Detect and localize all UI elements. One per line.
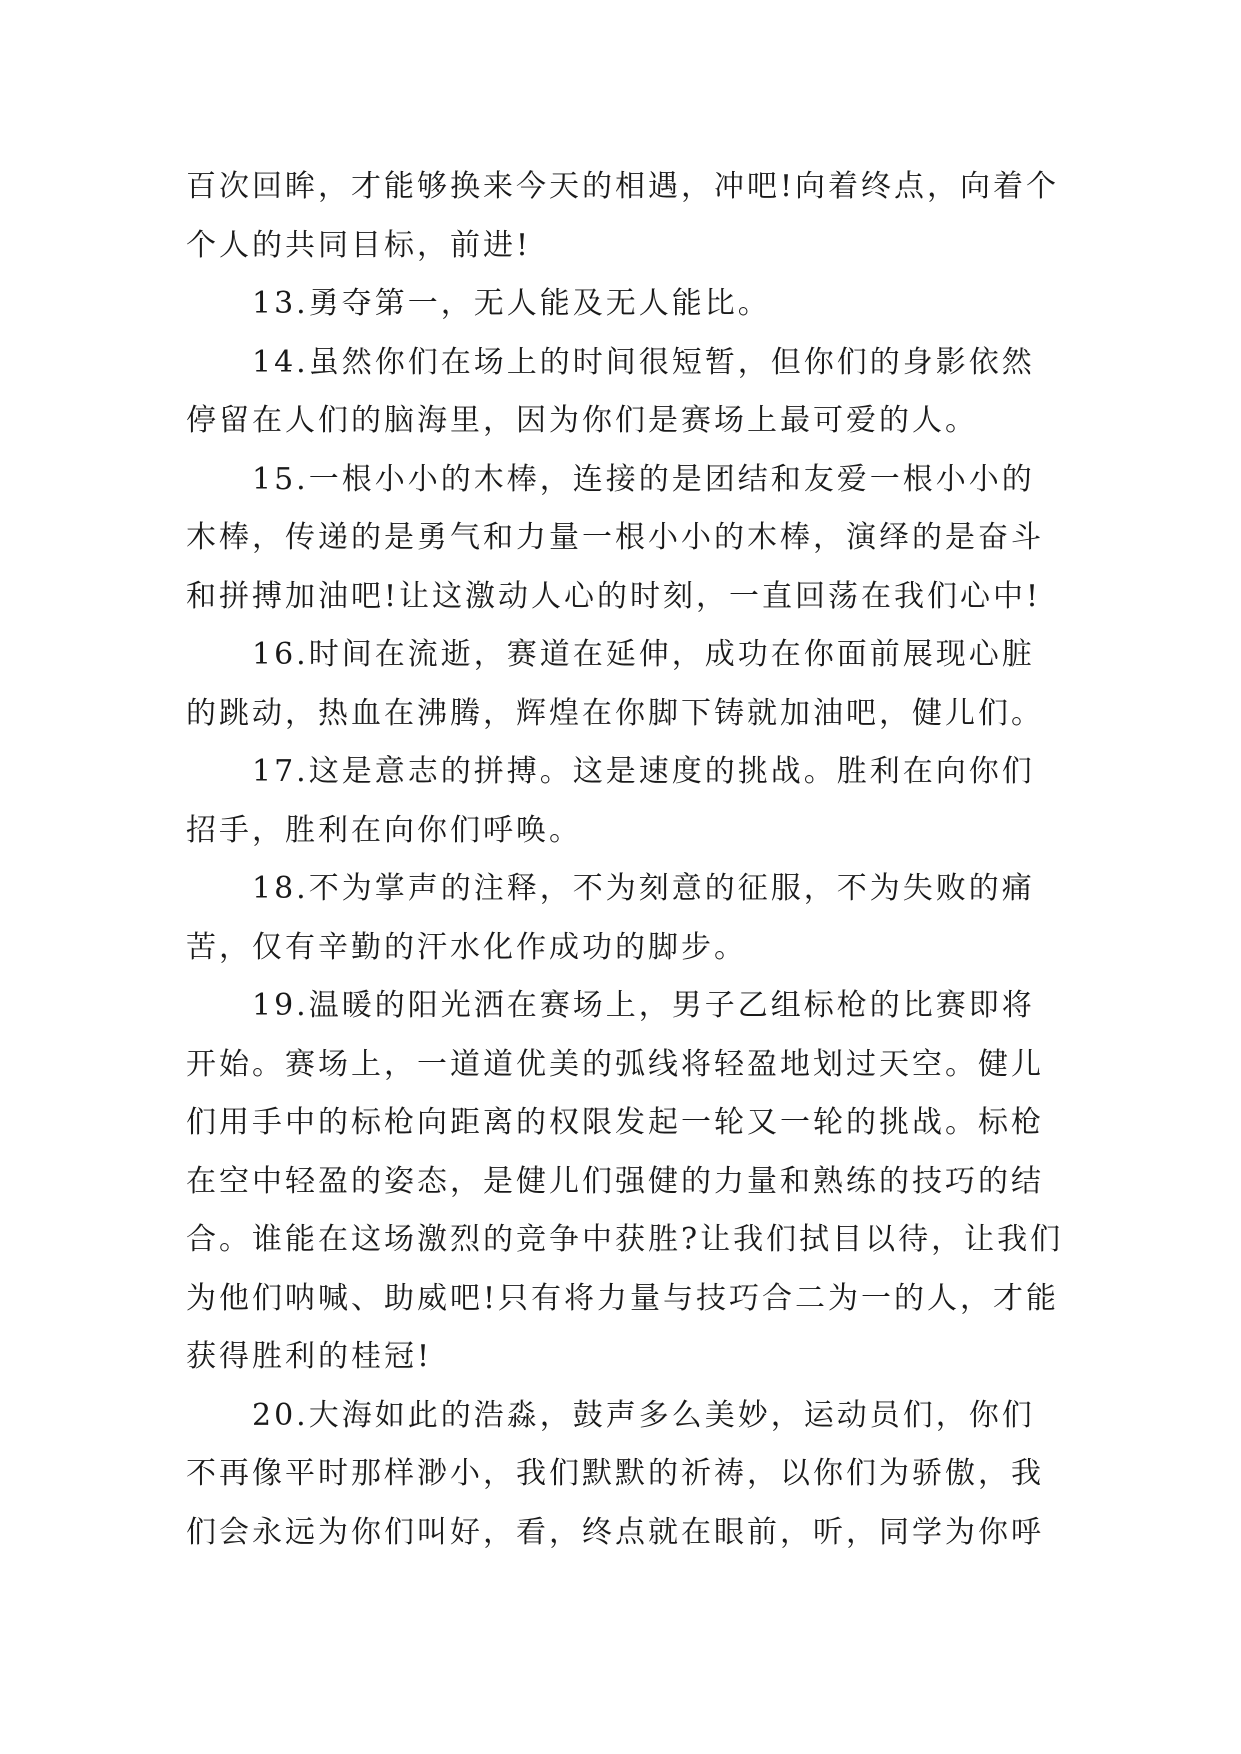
paragraph-16: 16.时间在流逝，赛道在延伸，成功在你面前展现心脏的跳动，热血在沸腾，辉煌在你脚下铸就加油吧，健儿们。 — [186, 637, 1044, 731]
paragraph-20: 20.大海如此的浩淼，鼓声多么美妙，运动员们，你们不再像平时那样渺小，我们默默的祈祷，以你们为骄傲，我们会永远为你们叫好，看，终点就在眼前，听，同学为你呼 — [186, 1397, 1044, 1550]
paragraph-15: 15.一根小小的木棒，连接的是团结和友爱一根小小的木棒，传递的是勇气和力量一根小小的木棒，演绎的是奋斗和拼搏加油吧!让这激动人心的时刻，一直回荡在我们心中! — [186, 461, 1044, 614]
document-body — [186, 158, 1066, 1562]
paragraph-17: 17.这是意志的拼搏。这是速度的挑战。胜利在向你们招手，胜利在向你们呼唤。 — [186, 754, 1035, 848]
paragraph-14: 14.虽然你们在场上的时间很短暂，但你们的身影依然停留在人们的脑海里，因为你们是赛场上最可爱的人。 — [186, 344, 1035, 438]
paragraph-continuation: 百次回眸，才能够换来今天的相遇，冲吧!向着终点，向着个个人的共同目标，前进! — [186, 169, 1060, 263]
paragraph-18: 18.不为掌声的注释，不为刻意的征服，不为失败的痛苦，仅有辛勤的汗水化作成功的脚步。 — [186, 871, 1035, 965]
paragraph-13: 13.勇夺第一，无人能及无人能比。 — [252, 286, 771, 321]
paragraph-19: 19.温暖的阳光洒在赛场上，男子乙组标枪的比赛即将开始。赛场上，一道道优美的弧线将轻盈地划过天空。健儿们用手中的标枪向距离的权限发起一轮又一轮的挑战。标枪在空中轻盈的姿态，是健儿们强健的力量和熟练的技巧的结合。谁能在这场激烈的竞争中获胜?让我们拭目以待，让我们为他们呐喊、助威吧!只有将力量与技巧合二为一的人，才能获得胜利的桂冠! — [186, 988, 1064, 1374]
